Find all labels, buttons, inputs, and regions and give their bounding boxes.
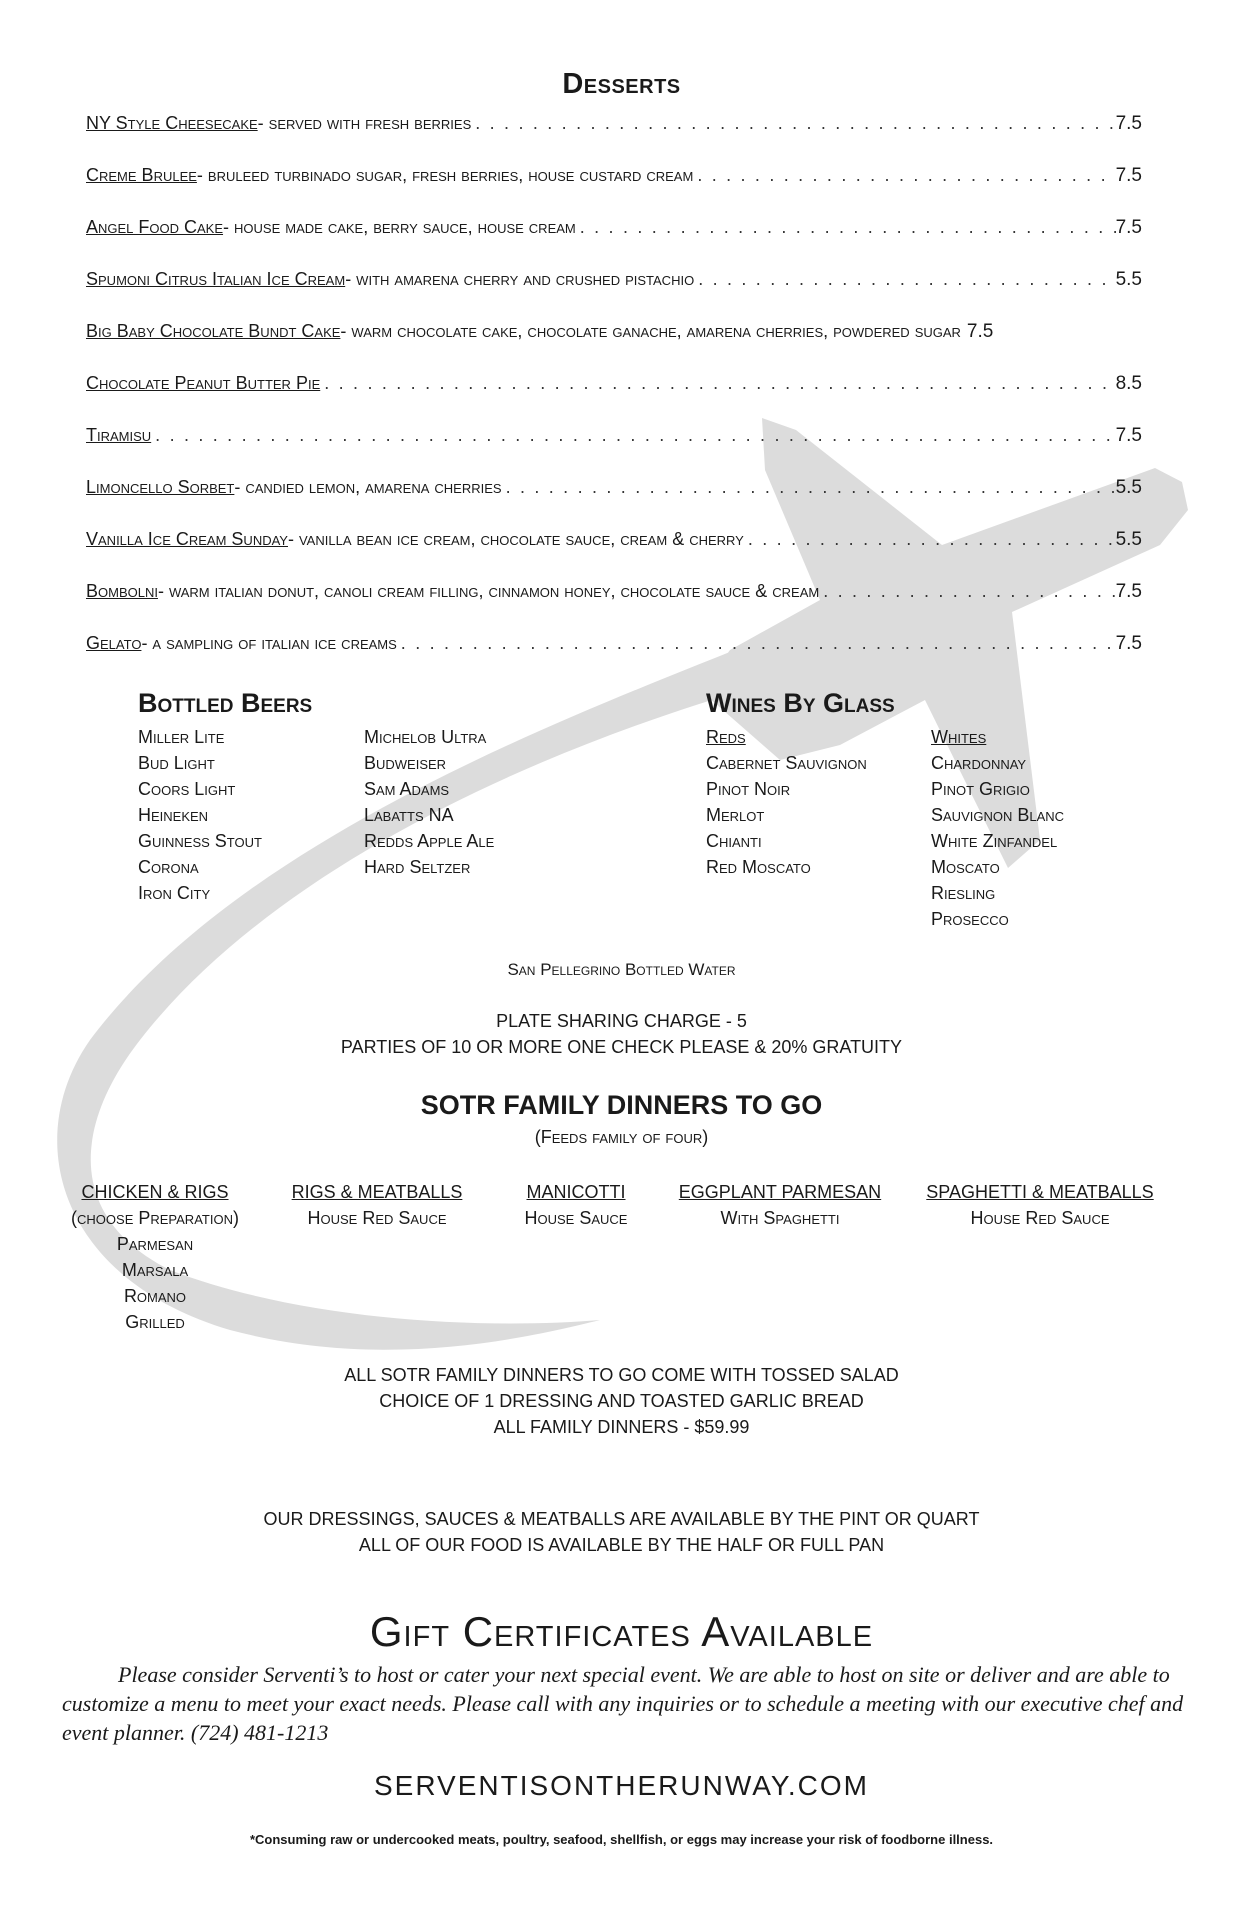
dot-leader <box>471 113 1115 134</box>
dot-leader <box>819 581 1115 602</box>
beer-item: Coors Light <box>138 779 236 799</box>
dot-leader <box>576 217 1116 238</box>
beers-title: Bottled Beers <box>138 688 313 718</box>
family-dinner-detail: House Red Sauce <box>307 1208 447 1228</box>
wine-item: Moscato <box>931 857 1000 877</box>
dessert-item <box>86 373 1142 425</box>
beer-list-col2 <box>364 724 494 880</box>
dessert-name: Creme Brulee <box>86 165 197 185</box>
dessert-price: 5.5 <box>1115 529 1142 550</box>
wine-item: Pinot Noir <box>706 779 791 799</box>
availability-line-1: OUR DRESSINGS, SAUCES & MEATBALLS ARE AVAILABLE BY THE PINT OR QUART <box>263 1509 980 1529</box>
dessert-list <box>86 113 1142 685</box>
wine-item: Chardonnay <box>931 753 1027 773</box>
dot-leader <box>694 269 1115 290</box>
beer-item: Sam Adams <box>364 779 450 799</box>
dessert-name: Tiramisu <box>86 425 152 445</box>
dessert-item <box>86 321 1142 373</box>
dessert-price: 7.5 <box>1115 633 1142 654</box>
family-dinner-detail: Parmesan <box>116 1234 194 1254</box>
family-dinner-item <box>675 1179 885 1231</box>
dot-leader <box>397 633 1116 654</box>
wine-reds-col <box>706 724 867 880</box>
beer-item: Redds Apple Ale <box>364 831 495 851</box>
family-dinner-detail: With Spaghetti <box>720 1208 840 1228</box>
dessert-price: 5.5 <box>1115 269 1142 290</box>
dessert-name: Gelato <box>86 633 142 653</box>
family-dinner-name: MANICOTTI <box>526 1182 626 1202</box>
dessert-name: Limoncello Sorbet <box>86 477 235 497</box>
family-dinner-name: SPAGHETTI & MEATBALLS <box>926 1182 1154 1202</box>
family-dinner-detail: House Red Sauce <box>970 1208 1110 1228</box>
wine-item: Cabernet Sauvignon <box>706 753 867 773</box>
dessert-price: 7.5 <box>1115 217 1142 238</box>
food-safety-disclaimer: *Consuming raw or undercooked meats, poultry, seafood, shellfish, or eggs may increase your risk of foodborne illness. <box>249 1832 994 1847</box>
gift-certificates-title: Gift Certificates Available <box>369 1608 874 1655</box>
dessert-item <box>86 477 1142 529</box>
family-dinner-detail: Marsala <box>121 1260 189 1280</box>
dessert-name: Chocolate Peanut Butter Pie <box>86 373 321 393</box>
beer-item: Hard Seltzer <box>364 857 471 877</box>
plate-sharing-note: PLATE SHARING CHARGE - 5 <box>496 1011 747 1031</box>
website-link[interactable]: SERVENTISONTHERUNWAY.COM <box>373 1770 869 1801</box>
dessert-item <box>86 529 1142 581</box>
whites-heading: Whites <box>931 727 987 747</box>
dessert-name: Angel Food Cake <box>86 217 224 237</box>
wine-item: White Zinfandel <box>931 831 1058 851</box>
dessert-name: NY Style Cheesecake <box>86 113 258 133</box>
family-dinners-subtitle: (Feeds family of four) <box>534 1127 709 1147</box>
beer-item: Labatts NA <box>364 805 454 825</box>
beer-item: Michelob Ultra <box>364 727 487 747</box>
dessert-price: 7.5 <box>1115 165 1142 186</box>
dessert-description: - warm italian donut, canoli cream filling, cinnamon honey, chocolate sauce & cream <box>157 581 820 601</box>
dessert-description: - a sampling of italian ice creams <box>141 633 397 653</box>
wine-whites-col <box>931 724 1064 932</box>
dessert-price: 7.5 <box>1115 581 1142 602</box>
dessert-item <box>86 633 1142 685</box>
dessert-item <box>86 113 1142 165</box>
dessert-item <box>86 581 1142 633</box>
dot-leader <box>744 529 1116 550</box>
family-dinner-item <box>55 1179 255 1335</box>
dessert-name: Big Baby Chocolate Bundt Cake <box>86 321 341 341</box>
dot-leader <box>693 165 1115 186</box>
family-dinner-name: RIGS & MEATBALLS <box>291 1182 463 1202</box>
wine-item: Pinot Grigio <box>931 779 1030 799</box>
dessert-price: 8.5 <box>1115 373 1142 394</box>
dessert-price: 5.5 <box>1115 477 1142 498</box>
dessert-price: 7.5 <box>1115 425 1142 446</box>
family-dinner-name: CHICKEN & RIGS <box>81 1182 229 1202</box>
family-dinners-title: SOTR FAMILY DINNERS TO GO <box>420 1090 823 1120</box>
family-dinner-detail: House Sauce <box>524 1208 628 1228</box>
family-dinner-detail: (choose Preparation) <box>71 1208 239 1228</box>
beer-item: Miller Lite <box>138 727 225 747</box>
wine-item: Chianti <box>706 831 762 851</box>
dessert-description: - warm chocolate cake, chocolate ganache, amarena cherries, powdered sugar <box>340 321 961 341</box>
wine-item: Prosecco <box>931 909 1009 929</box>
parties-note: PARTIES OF 10 OR MORE ONE CHECK PLEASE & 20% GRATUITY <box>340 1037 903 1057</box>
dessert-description: - candied lemon, amarena cherries <box>234 477 502 497</box>
water-note: San Pellegrino Bottled Water <box>507 960 736 979</box>
family-dinner-item <box>920 1179 1160 1231</box>
wines-title: Wines By Glass <box>706 688 895 718</box>
dessert-name: Vanilla Ice Cream Sunday <box>86 529 288 549</box>
catering-paragraph: Please consider Serventi’s to host or cater your next special event. We are able to host on site or deliver and are able to customize a menu to meet your exact needs. Please call with any inquiries or to schedule a meeting with our executive chef and event planner. (724) 481-1213 <box>62 1662 1184 1745</box>
family-dinner-detail: Grilled <box>125 1312 185 1332</box>
dessert-item <box>86 269 1142 321</box>
dessert-description: - with amarena cherry and crushed pistachio <box>345 269 695 289</box>
family-dinner-item <box>496 1179 656 1231</box>
dot-leader <box>151 425 1115 446</box>
dessert-description: - house made cake, berry sauce, house cream <box>223 217 576 237</box>
family-note-salad: ALL SOTR FAMILY DINNERS TO GO COME WITH TOSSED SALAD <box>344 1365 899 1385</box>
dessert-price: 7.5 <box>966 321 994 342</box>
dot-leader <box>502 477 1116 498</box>
dessert-item <box>86 425 1142 477</box>
beer-item: Budweiser <box>364 753 447 773</box>
dessert-name: Spumoni Citrus Italian Ice Cream <box>86 269 346 289</box>
availability-line-2: ALL OF OUR FOOD IS AVAILABLE BY THE HALF OR FULL PAN <box>358 1535 885 1555</box>
beer-item: Heineken <box>138 805 209 825</box>
dot-leader <box>320 373 1115 394</box>
wine-item: Merlot <box>706 805 765 825</box>
family-price: ALL FAMILY DINNERS - $59.99 <box>493 1417 750 1437</box>
beer-list-col1 <box>138 724 262 906</box>
wine-item: Sauvignon Blanc <box>931 805 1065 825</box>
beer-item: Bud Light <box>138 753 215 773</box>
dessert-description: - vanilla bean ice cream, chocolate sauce, cream & cherry <box>287 529 744 549</box>
family-dinner-name: EGGPLANT PARMESAN <box>678 1182 882 1202</box>
beer-item: Guinness Stout <box>138 831 262 851</box>
dessert-name: Bombolni <box>86 581 158 601</box>
reds-heading: Reds <box>706 727 746 747</box>
family-dinner-item <box>277 1179 477 1231</box>
dessert-description: - served with fresh berries <box>257 113 472 133</box>
family-dinner-detail: Romano <box>123 1286 187 1306</box>
dessert-description: - bruleed turbinado sugar, fresh berries, house custard cream <box>196 165 694 185</box>
wine-item: Riesling <box>931 883 996 903</box>
dessert-price: 7.5 <box>1115 113 1142 134</box>
beer-item: Iron City <box>138 883 211 903</box>
wine-item: Red Moscato <box>706 857 811 877</box>
dessert-item <box>86 165 1142 217</box>
beer-item: Corona <box>138 857 199 877</box>
desserts-title: Desserts <box>562 68 681 100</box>
family-note-bread: CHOICE OF 1 DRESSING AND TOASTED GARLIC BREAD <box>379 1391 864 1411</box>
dessert-item <box>86 217 1142 269</box>
